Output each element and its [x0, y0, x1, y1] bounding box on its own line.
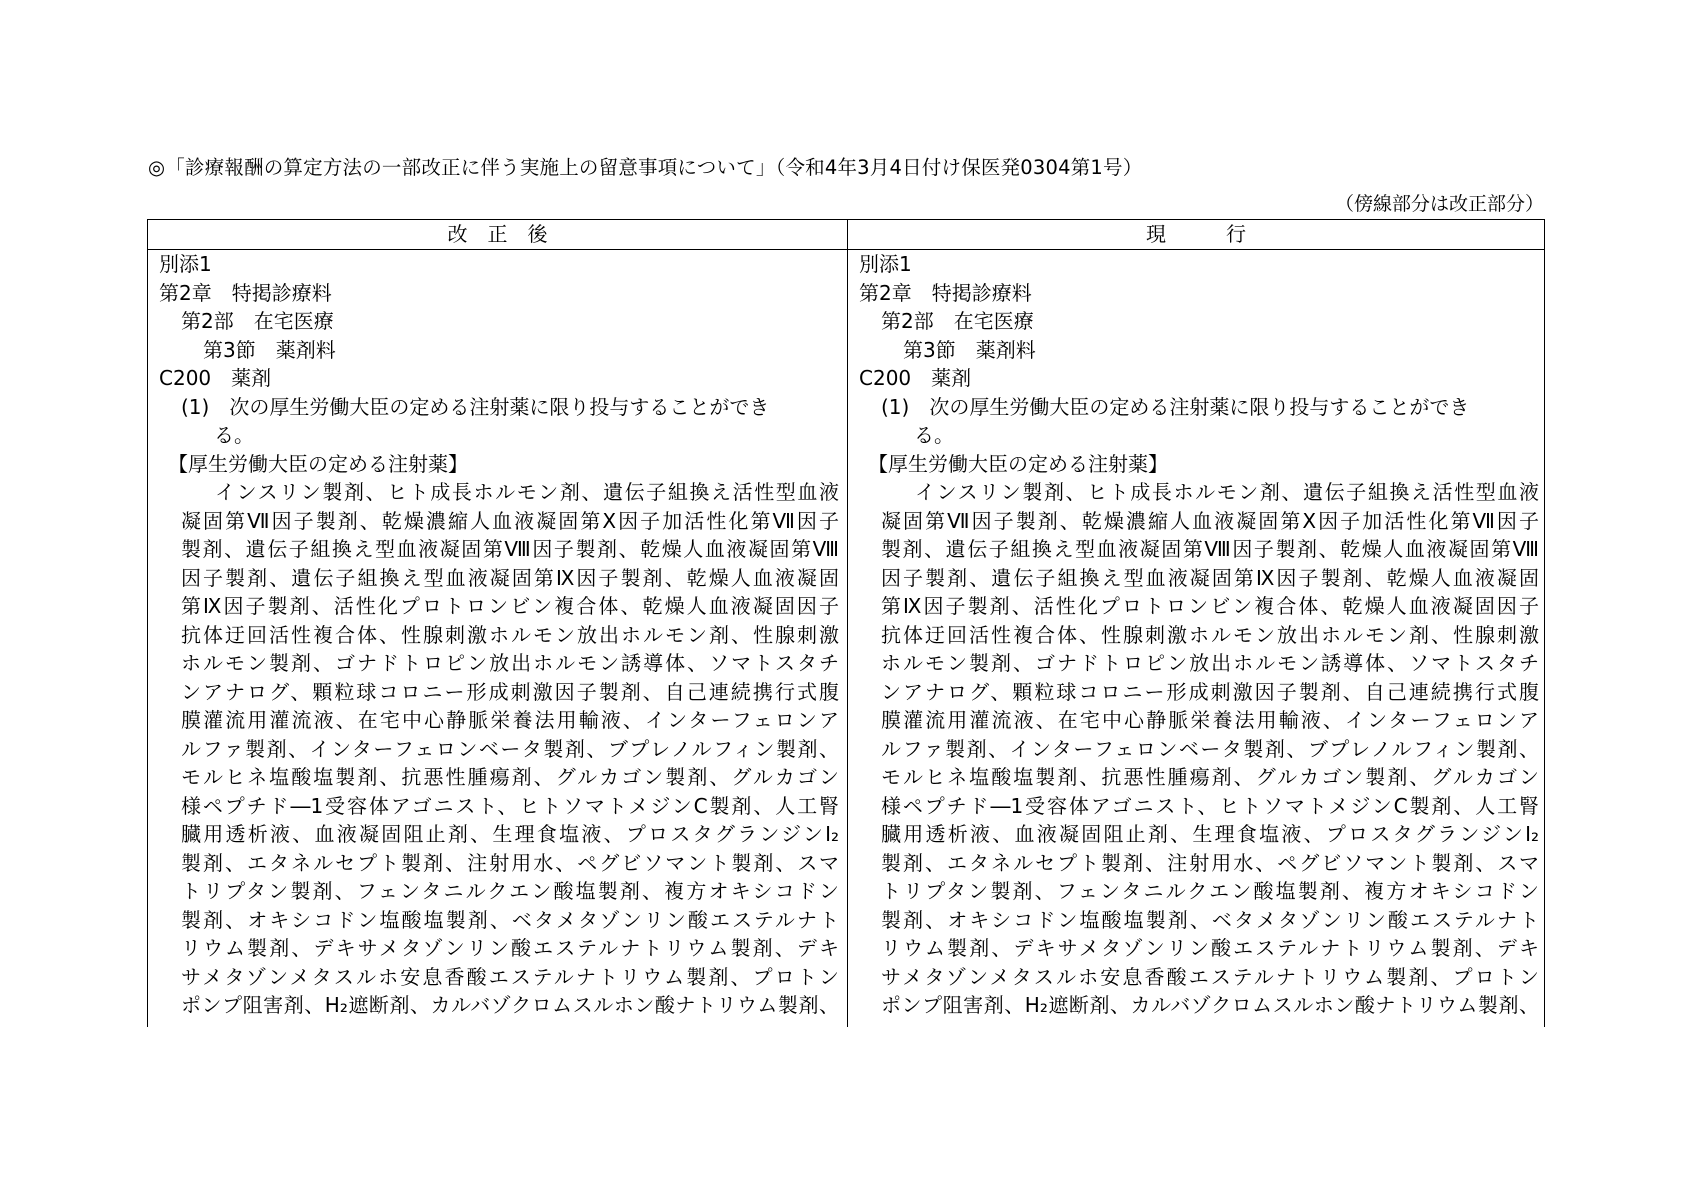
paragraph-line: ホルモン製剤、ゴナドトロピン放出ホルモン誘導体、ソマトスタチ: [881, 651, 1539, 675]
paragraph-line: 第Ⅸ因子製剤、活性化プロトロンビン複合体、乾燥人血液凝固因子: [881, 594, 1539, 618]
column-current: [859, 250, 1539, 1020]
clause-1-continuation: る。: [214, 423, 254, 447]
paragraph-line: モルヒネ塩酸塩製剤、抗悪性腫瘍剤、グルカゴン製剤、グルカゴン: [881, 765, 1539, 789]
clause-1-text: (1) 次の厚生労働大臣の定める注射薬に限り投与することができ: [181, 394, 770, 419]
paragraph-line: 抗体迂回活性複合体、性腺刺激ホルモン放出ホルモン剤、性腺刺激: [881, 622, 1539, 647]
paragraph-line: サメタゾンメタスルホ安息香酸エステルナトリウム製剤、プロトン: [181, 964, 839, 989]
part-heading: 第2部 在宅医療: [181, 309, 334, 333]
clause-1-continuation: る。: [914, 423, 954, 447]
chapter-heading: 第2章 特掲診療料: [859, 280, 1032, 305]
paragraph-line: リウム製剤、デキサメタゾンリン酸エステルナトリウム製剤、デキ: [881, 936, 1539, 960]
paragraph-line: 第Ⅸ因子製剤、活性化プロトロンビン複合体、乾燥人血液凝固因子: [181, 594, 839, 618]
header-current: 現 行: [1146, 222, 1246, 246]
comparison-table: [147, 219, 1545, 1027]
paragraph-line: 膜灌流用灌流液、在宅中心静脈栄養法用輸液、インターフェロンア: [181, 708, 839, 732]
paragraph-line: 膜灌流用灌流液、在宅中心静脈栄養法用輸液、インターフェロンア: [881, 708, 1539, 732]
chapter-heading: 第2章 特掲診療料: [159, 280, 332, 305]
paragraph-line: 製剤、エタネルセプト製剤、注射用水、ペグビソマント製剤、スマ: [881, 850, 1539, 875]
paragraph-line: 製剤、遺伝子組換え型血液凝固第Ⅷ因子製剤、乾燥人血液凝固第Ⅷ: [181, 537, 839, 561]
paragraph-line: リウム製剤、デキサメタゾンリン酸エステルナトリウム製剤、デキ: [181, 936, 839, 960]
injection-list-heading: 【厚生労働大臣の定める注射薬】: [868, 451, 1168, 476]
paragraph-line: ルファ製剤、インターフェロンベータ製剤、ブプレノルフィン製剤、: [881, 736, 1539, 761]
header-after-revision: 改 正 後: [447, 222, 548, 246]
paragraph-line: 抗体迂回活性複合体、性腺刺激ホルモン放出ホルモン剤、性腺刺激: [181, 622, 839, 647]
document-title: ◎「診療報酬の算定方法の一部改正に伴う実施上の留意事項について」（令和4年3月4日付け保医発0304第1号）: [148, 156, 1143, 179]
paragraph-line: サメタゾンメタスルホ安息香酸エステルナトリウム製剤、プロトン: [881, 964, 1539, 989]
table-header-row: [148, 220, 1544, 250]
paragraph-line: ポンプ阻害剤、H₂遮断剤、カルバゾクロムスルホン酸ナトリウム製剤、: [181, 993, 839, 1017]
paragraph-line: 臓用透析液、血液凝固阻止剤、生理食塩液、プロスタグランジンI₂: [181, 822, 839, 846]
amendment-note: （傍線部分は改正部分）: [1334, 193, 1544, 215]
attachment-label: 別添1: [159, 252, 212, 276]
column-after-revision: [159, 250, 839, 1020]
item-code-heading: C200 薬剤: [859, 366, 972, 390]
paragraph-line: ホルモン製剤、ゴナドトロピン放出ホルモン誘導体、ソマトスタチ: [181, 651, 839, 675]
attachment-label: 別添1: [859, 252, 912, 276]
injection-list-paragraph: [159, 478, 839, 1020]
paragraph-line: 製剤、遺伝子組換え型血液凝固第Ⅷ因子製剤、乾燥人血液凝固第Ⅷ: [881, 537, 1539, 561]
paragraph-line: 凝固第Ⅶ因子製剤、乾燥濃縮人血液凝固第Ⅹ因子加活性化第Ⅶ因子: [181, 508, 839, 533]
paragraph-line: モルヒネ塩酸塩製剤、抗悪性腫瘍剤、グルカゴン製剤、グルカゴン: [181, 765, 839, 789]
column-divider: [847, 220, 848, 1027]
paragraph-line: トリプタン製剤、フェンタニルクエン酸塩製剤、複方オキシコドン: [881, 879, 1539, 903]
paragraph-line: 製剤、エタネルセプト製剤、注射用水、ペグビソマント製剤、スマ: [181, 850, 839, 875]
clause-1-text: (1) 次の厚生労働大臣の定める注射薬に限り投与することができ: [881, 394, 1470, 419]
paragraph-line: インスリン製剤、ヒト成長ホルモン剤、遺伝子組換え活性型血液: [915, 480, 1539, 504]
paragraph-line: 様ペプチド―1受容体アゴニスト、ヒトソマトメジンC製剤、人工腎: [181, 793, 839, 818]
paragraph-line: ンアナログ、顆粒球コロニー形成刺激因子製剤、自己連続携行式腹: [881, 679, 1539, 704]
injection-list-heading: 【厚生労働大臣の定める注射薬】: [168, 451, 468, 476]
paragraph-line: 臓用透析液、血液凝固阻止剤、生理食塩液、プロスタグランジンI₂: [881, 822, 1539, 846]
item-code-heading: C200 薬剤: [159, 366, 272, 390]
paragraph-line: 因子製剤、遺伝子組換え型血液凝固第Ⅸ因子製剤、乾燥人血液凝固: [881, 565, 1539, 590]
paragraph-line: 製剤、オキシコドン塩酸塩製剤、ベタメタゾンリン酸エステルナト: [181, 907, 839, 932]
paragraph-line: 製剤、オキシコドン塩酸塩製剤、ベタメタゾンリン酸エステルナト: [881, 907, 1539, 932]
paragraph-line: トリプタン製剤、フェンタニルクエン酸塩製剤、複方オキシコドン: [181, 879, 839, 903]
section-heading: 第3節 薬剤料: [903, 337, 1036, 362]
part-heading: 第2部 在宅医療: [881, 309, 1034, 333]
paragraph-line: 凝固第Ⅶ因子製剤、乾燥濃縮人血液凝固第Ⅹ因子加活性化第Ⅶ因子: [881, 508, 1539, 533]
section-heading: 第3節 薬剤料: [203, 337, 336, 362]
paragraph-line: 因子製剤、遺伝子組換え型血液凝固第Ⅸ因子製剤、乾燥人血液凝固: [181, 565, 839, 590]
paragraph-line: ルファ製剤、インターフェロンベータ製剤、ブプレノルフィン製剤、: [181, 736, 839, 761]
paragraph-line: ンアナログ、顆粒球コロニー形成刺激因子製剤、自己連続携行式腹: [181, 679, 839, 704]
paragraph-line: インスリン製剤、ヒト成長ホルモン剤、遺伝子組換え活性型血液: [215, 480, 839, 504]
paragraph-line: 様ペプチド―1受容体アゴニスト、ヒトソマトメジンC製剤、人工腎: [881, 793, 1539, 818]
paragraph-line: ポンプ阻害剤、H₂遮断剤、カルバゾクロムスルホン酸ナトリウム製剤、: [881, 993, 1539, 1017]
injection-list-paragraph: [859, 478, 1539, 1020]
